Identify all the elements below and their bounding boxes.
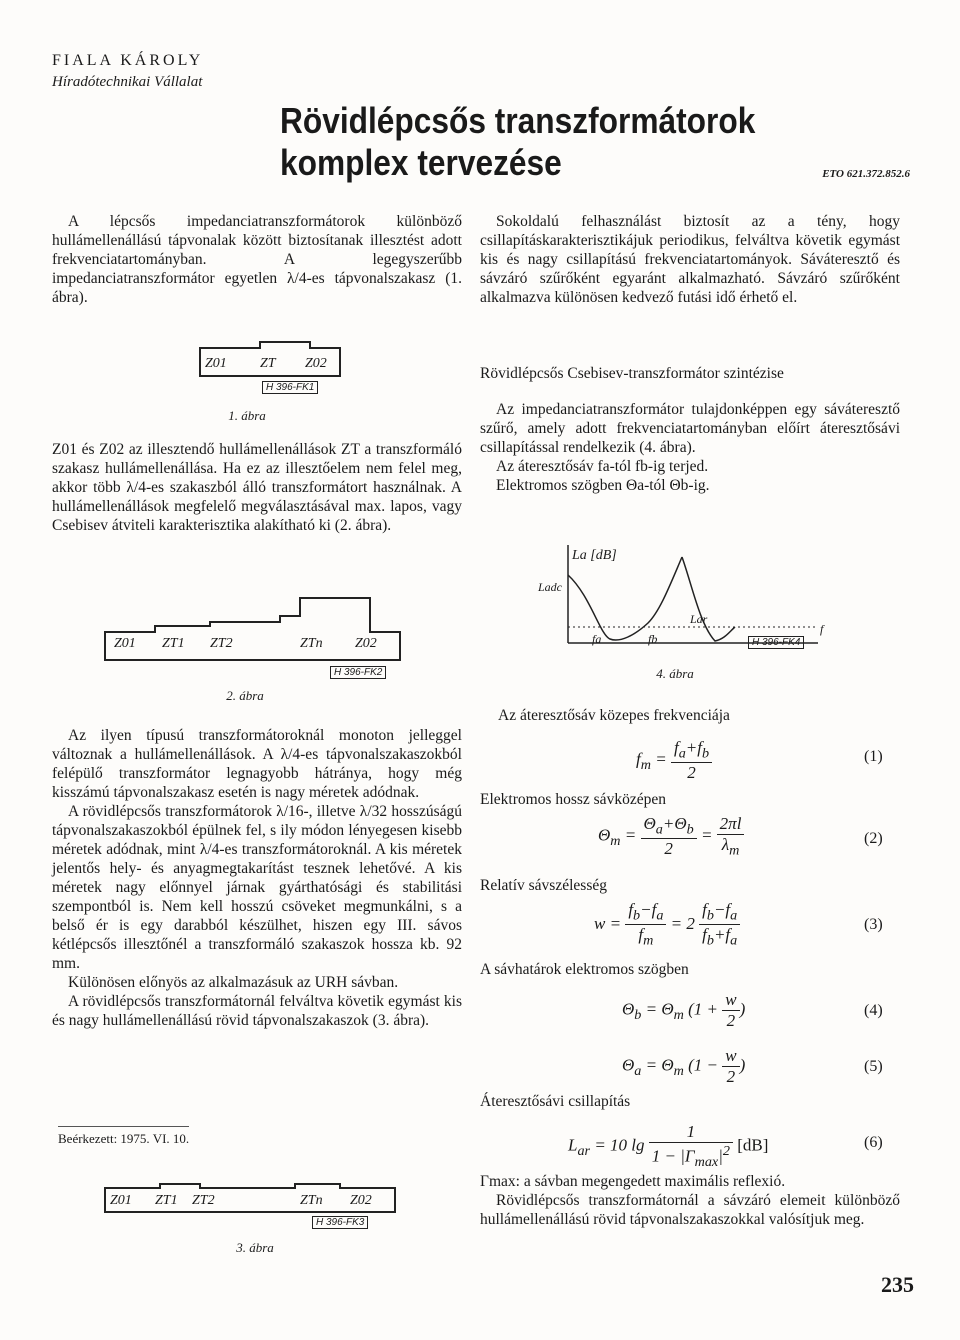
fig2-zt2: ZT2 [210,636,233,651]
fig2-z02: Z02 [355,636,377,651]
eq4-number: (4) [864,1002,883,1019]
fig4-fa: fa [592,632,602,646]
right-synthesis [480,400,900,495]
fig2-zt1: ZT1 [162,636,185,651]
fig4-code: H 396-FK4 [748,636,804,649]
left-intro [52,212,462,307]
page-number: 235 [881,1272,914,1297]
eq3-number: (3) [864,916,883,933]
fig3-caption: 3. ábra [236,1240,274,1255]
fig4-f: f [820,622,824,636]
equation-4: $\Theta_b = \Theta_m$ (1 + $\frac{w}{2}$ ) [622,990,746,1030]
h1 [480,706,900,725]
eq5-number: (5) [864,1058,883,1075]
fig4-lar: Lar [690,612,708,626]
h4 [480,960,900,979]
fig1-code: H 396-FK1 [262,381,318,394]
article-title: Rövidlépcsős transzformátorok komplex tervezése [280,100,756,183]
h3 [480,876,900,895]
right-final-text: Rövidlépcsős transzformátornál a sávzáró elemeit különböző hullámellenállású rövid tápvonalszakaszokkal valósítjuk meg. [480,1192,900,1228]
fig3-ztn: ZTn [300,1193,323,1208]
left-after-fig1 [52,440,462,535]
section-title: Rövidlépcsős Csebisev-transzformátor szintézise [480,365,784,382]
right-s1: Az impedanciatranszformátor tulajdonképpen egy sáváteresztő szűrő, amely adott frekvenciatartományban előírt áteresztősávi csillapítással rendelkezik (4. ábra). [480,401,900,456]
right-intro-text: Sokoldalú felhasználást biztosít az a tény, hogy csillapításkarakterisztikájuk periodikus, felváltva követik egymást kis és nagy csillapítású frekvenciatartományok. Sáváteresztő és sávzáró szűrőként egyaránt alkalmazható. Sávzáró szűrőként alkalmazva különösen kedvező futási idő érhető el. [480,213,900,306]
fig3-zt1: ZT1 [155,1193,178,1208]
fig4-caption: 4. ábra [656,666,694,681]
right-final [480,1172,900,1229]
fig3-z01: Z01 [110,1193,132,1208]
fig1-caption: 1. ábra [228,408,266,423]
figure-2-diagram [100,592,420,667]
fig1-z02: Z02 [305,356,327,371]
h3-text: Relatív sávszélesség [480,877,607,894]
right-intro [480,212,900,307]
equation-5: $\Theta_a = \Theta_m$ (1 − $\frac{w}{2}$ ) [622,1046,746,1086]
h1-text: Az áteresztősáv közepes frekvenciája [498,707,730,724]
h2-text: Elektromos hossz sávközépen [480,791,666,808]
fig2-code: H 396-FK2 [330,666,386,679]
fig2-z01: Z01 [114,636,136,651]
fig1-z01: Z01 [205,356,227,371]
equation-1: $f_m$ = $\frac{f_a+f_b}{2}$ [636,738,712,783]
h5 [480,1092,900,1111]
fig4-ladc: Ladc [538,580,562,594]
eq2-number: (2) [864,830,883,847]
section-heading [480,364,900,383]
author-affiliation: Híradótechnikai Vállalat [52,74,203,90]
right-s2: Az áteresztősáv fa-tól fb-ig terjed. [496,458,709,475]
left-p2: A rövidlépcsős transzformátorok λ/16-, illetve λ/32 hosszúságú tápvonalszakaszokból épülnek fel, s ily módon lényegesen kisebb méretek adódnak, mint λ/4-es transzformátoroknál. A kis méretek jelentős hely- és anyagmegtakarítást tesznek lehetővé. A kis méretek nagy előnnyel járnak gyárthatósági és stabilitási szempontból is. Nem kell hosszú csöveket megmunkálni, s a belső ér is egy darabból készülhet, hiszen egy III. sávos kétlépcsős illesztőnél a transzformáló szakaszok hossza kb. 92 mm. [52,803,462,972]
received-date: Beérkezett: 1975. VI. 10. [58,1126,189,1147]
fig2-caption: 2. ábra [226,688,264,703]
left-intro-text: A lépcsős impedanciatranszformátorok különböző hullámellenállású tápvonalak között biztosítanak illesztést adott frekvenciatartományban. A legegyszerűbb impedanciatranszformátor egyetlen λ/4-es tápvonalszakasz (1. ábra). [52,213,462,306]
fig4-ylabel: La [dB] [572,548,617,563]
author-name: FIALA KÁROLY [52,52,204,69]
fig3-zt2: ZT2 [192,1193,215,1208]
equation-2: $\Theta_m$ = $\frac{\Theta_a+\Theta_b}{2}$ = $\frac{2\pi l}{\lambda_m}$ [598,814,744,859]
fig3-code: H 396-FK3 [312,1216,368,1229]
left-after-fig1-text: Z01 és Z02 az illesztendő hullámellenállások ZT a transzformáló szakasz hullámellenállása. Ha ez az illesztőelem nem felel meg, akkor több λ/4-es szakaszból álló transzformátort használnak. A hullámellenállások megfelelő megválasztásával max. lapos, vagy Csebisev átviteli karakterisztika alakítható ki (2. ábra). [52,441,462,534]
right-s3: Elektromos szögben Θa-tól Θb-ig. [496,477,710,494]
h4-text: A sávhatárok elektromos szögben [480,961,689,978]
h5-text: Áteresztősávi csillapítás [480,1093,631,1110]
left-p1: Az ilyen típusú transzformátoroknál monoton jelleggel változnak a hullámellenállások. A λ/4-es tápvonalszakaszokból felépülő transzformátor legnagyobb hátránya, hogy még kisszámú tápvonalszakasz esetén is nagy méretek adódnak. [52,727,462,801]
eq1-number: (1) [864,748,883,765]
fig1-zt: ZT [260,356,276,371]
left-p4: A rövidlépcsős transzformátornál felváltva követik egymást kis és nagy hullámellenállású rövid tápvonalszakaszok (3. ábra). [52,993,462,1029]
eq6-number: (6) [864,1134,883,1151]
left-p3: Különösen előnyös az alkalmazásuk az URH sávban. [68,974,399,991]
udc-code: ETO 621.372.852.6 [822,168,910,180]
gamma-definition: Γmax: a sávban megengedett maximális reflexió. [480,1173,786,1190]
fig4-fb: fb [648,632,658,646]
equation-6: $L_{ar} = 10$ lg $\frac{1}{1 - |\Gamma_{max}|^2}$ [dB] [568,1122,769,1171]
left-body [52,726,462,1030]
fig2-ztn: ZTn [300,636,323,651]
h2 [480,790,900,809]
fig3-z02: Z02 [350,1193,372,1208]
equation-3: w = $\frac{f_b-f_a}{f_m}$ = 2 $\frac{f_b-f_a}{f_b+f_a}$ [594,900,740,950]
